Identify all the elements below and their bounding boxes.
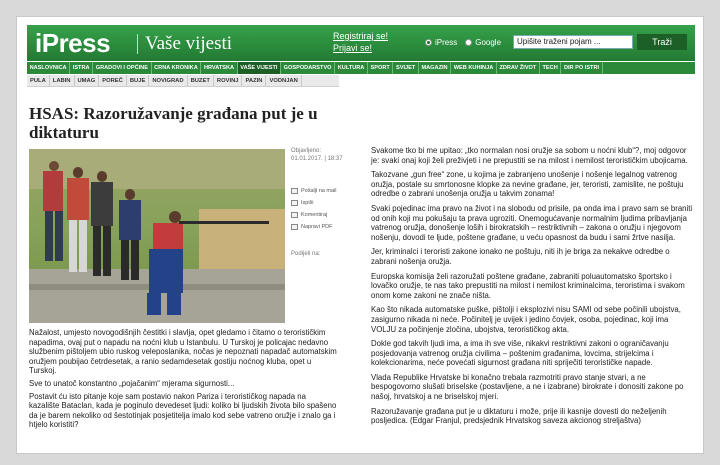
article-meta [291,147,351,163]
nav-item[interactable]: CRNA KRONIKA [152,62,202,74]
article-tool[interactable] [291,197,351,209]
secondary-nav [27,75,339,87]
nav-item[interactable]: SVIJET [393,62,418,74]
search-button[interactable]: Traži [637,34,687,50]
article-paragraph: Takozvane „gun free“ zone, u kojima je zabranjeno unošenje i nošenje legalnog vatrenog oružja, postale su smrtonosne klopke za nevine građane, jer, teroristi, zamislite, ne poštuju odredbe o zabrani unošenja oružja u takvim zonama! [371,170,684,199]
article-tool-label: Napravi PDF [301,224,333,230]
subnav-item[interactable]: PAZIN [242,75,266,86]
published-date: 01.01.2017. | 18:37 [291,156,343,162]
nav-item[interactable]: GOSPODARSTVO [281,62,335,74]
print-icon [291,200,298,206]
nav-item[interactable]: KULTURA [335,62,368,74]
subnav-item[interactable]: UMAG [75,75,100,86]
subnav-item[interactable]: POREČ [99,75,127,86]
article-body-left [29,328,337,433]
nav-item[interactable]: VAŠE VIJESTI [238,62,281,74]
site-logo-text: iPress [35,28,111,58]
nav-item[interactable]: WEB KUHINJA [451,62,497,74]
nav-item[interactable]: GRADOVI I OPĆINE [93,62,151,74]
article-paragraph: Kao što nikada automatske puške, pištolji i eksplozivi nisu SAMI od sebe počinili ubojstva, zasigurno nikada ni neće. Počinitelj je uvijek i jedino čovjek, osoba, pojedinac, koji ima VOLJU za počinjenje zločina, ubojstva, terorističkog akta. [371,305,681,334]
comment-icon [291,212,298,218]
article-photo [29,149,285,323]
radio-ipress[interactable] [425,38,457,47]
subnav-item[interactable]: NOVIGRAD [149,75,187,86]
radio-ipress-label: iPress [435,38,458,47]
radio-google-dot[interactable] [465,39,472,46]
subnav-item[interactable]: BUZET [188,75,214,86]
nav-item[interactable]: TECH [540,62,561,74]
shooters-photo [29,149,285,323]
primary-nav [27,62,695,74]
nav-item[interactable]: DIR PO ISTRI [561,62,602,74]
published-label: Objavljeno: [291,148,322,154]
article-tool[interactable] [291,185,351,197]
nav-item[interactable]: ZDRAV ŽIVOT [497,62,540,74]
article-paragraph: Razoružavanje građana put je u diktaturu i može, prije ili kasnije dovesti do neželjenih posljedica. (Edgar Franjul, predsjednik Hrvatskog saveza akcionog streljaštva) [371,406,667,426]
auth-links [333,30,388,54]
radio-ipress-dot[interactable] [425,39,432,46]
site-header [27,25,695,61]
article-paragraph: Dokle god takvih ljudi ima, a ima ih sve više, nikakvi restriktivni zakoni o ograničavanju posjedovanja vatrenog oružja civilima – poštenim građanima, lovcima, strijelcima i kolekcionarima, neće povećati sigurnost građana niti spriječiti terorističke napade. [371,339,669,368]
logo-separator [137,34,138,54]
subnav-item[interactable]: PULA [27,75,50,86]
article-paragraph: Nažalost, umjesto novogodišnjih čestitki i slavlja, opet gledamo i čitamo o terorističkim napadima, ovaj put o napadu na noćni klub u Istanbulu. U Turskoj je policajac nedavno službenim pištoljem ubio ruskog veleposlanika, nočas je nepoznati napadač automatskim oružjem poubijao četrdesetak, a ranio sedamdesetak gostiju noćnog kluba, opet u Turskoj. [29,328,337,376]
nav-item[interactable]: SPORT [368,62,393,74]
browser-page [16,16,704,454]
article-tools [291,185,351,233]
site-logo[interactable] [35,28,110,58]
article-title: HSAS: Razoružavanje građana put je u diktaturu [29,104,318,142]
site-tagline: Vaše vijesti [145,33,233,54]
article-tool-label: Komentiraj [301,212,328,218]
subnav-item[interactable]: ROVINJ [214,75,243,86]
mail-icon [291,188,298,194]
article-paragraph: Jer, kriminalci i teroristi zakone ionako ne poštuju, niti ih je briga za nekakve odredbe o zabrani nošenja oružja. [371,247,670,266]
article-paragraph: Svaki pojedinac ima pravo na život i na slobodu od prisile, pa onda ima i pravo sam se braniti od onih koji mu pokušaju ta prava ugroziti. Onemogućavanje normalnim ljudima pribavljanja vatrenog oružja, donošenje loših i birokratskih – restriktivnih – zakona o oružju i njegovom nošenju, dovodi te ljude, poštene građane, u veću opasnost da budu i sami žrtve nasilja. [371,203,693,242]
register-link[interactable]: Registriraj se! [333,31,389,41]
nav-item[interactable]: HRVATSKA [201,62,237,74]
article-paragraph: Postavit ću isto pitanje koje sam postavio nakon Pariza i terorističkog napada na kazalište Bataclan, kada je poginulo devedeset ljudi: koliko bi ljudskih života bilo spašeno da je barem nekoliko od šestotinjak posjetitelja imalo kod sebe vatreno oružje i znalo ga i htjelo koristiti? [29,391,337,430]
article-paragraph: Svakome tko bi me upitao: „tko normalan nosi oružje sa sobom u noćni klub“?, moj odgovor je: svaki onaj koji želi preživjeti i ne prepustiti se na milost i nemilost terorističkim ubojicama. [371,146,688,165]
radio-google-label: Google [475,38,502,47]
search-input[interactable]: Upišite traženi pojam ... [513,35,633,49]
article-tool-label: Pošalji na mail [301,188,337,194]
share-label: Podijeli na: [291,251,321,257]
article-paragraph: Vlada Republike Hrvatske bi konačno trebala razmotriti pravo stanje stvari, a ne bespogovorno slušati briselske (postavljene, a ne i izabrane) birokrate i donositi zakone po našoj, hrvatskoj a ne briselskoj mjeri. [371,372,684,402]
page-content [27,25,695,449]
article-tool-label: Ispiši [301,200,314,206]
article-paragraph: Europska komisija želi razoružati poštene građane, zabraniti poluautomatsko športsko i lovačko oružje, te nas tako prepustiti na milost i nemilost kriminalcima, teroristima i svakom onom kome zakoni ne znače ništa. [371,271,685,300]
search-engine-radios [425,38,501,47]
nav-item[interactable]: MAGAZIN [419,62,451,74]
subnav-item[interactable]: LABIN [50,75,75,86]
article-paragraph: Sve to unatoč konstantno „pojačanim“ mjerama sigurnosti... [29,378,235,388]
login-link[interactable]: Prijavi se! [333,43,373,53]
subnav-item[interactable]: VODNJAN [266,75,301,86]
radio-google[interactable] [465,38,501,47]
pdf-icon [291,224,298,230]
nav-item[interactable]: ISTRA [70,62,93,74]
subnav-item[interactable]: BUJE [127,75,149,86]
article-tool[interactable] [291,209,351,221]
article-body-right [371,146,693,431]
article-tool[interactable] [291,221,351,233]
nav-item[interactable]: NASLOVNICA [27,62,70,74]
